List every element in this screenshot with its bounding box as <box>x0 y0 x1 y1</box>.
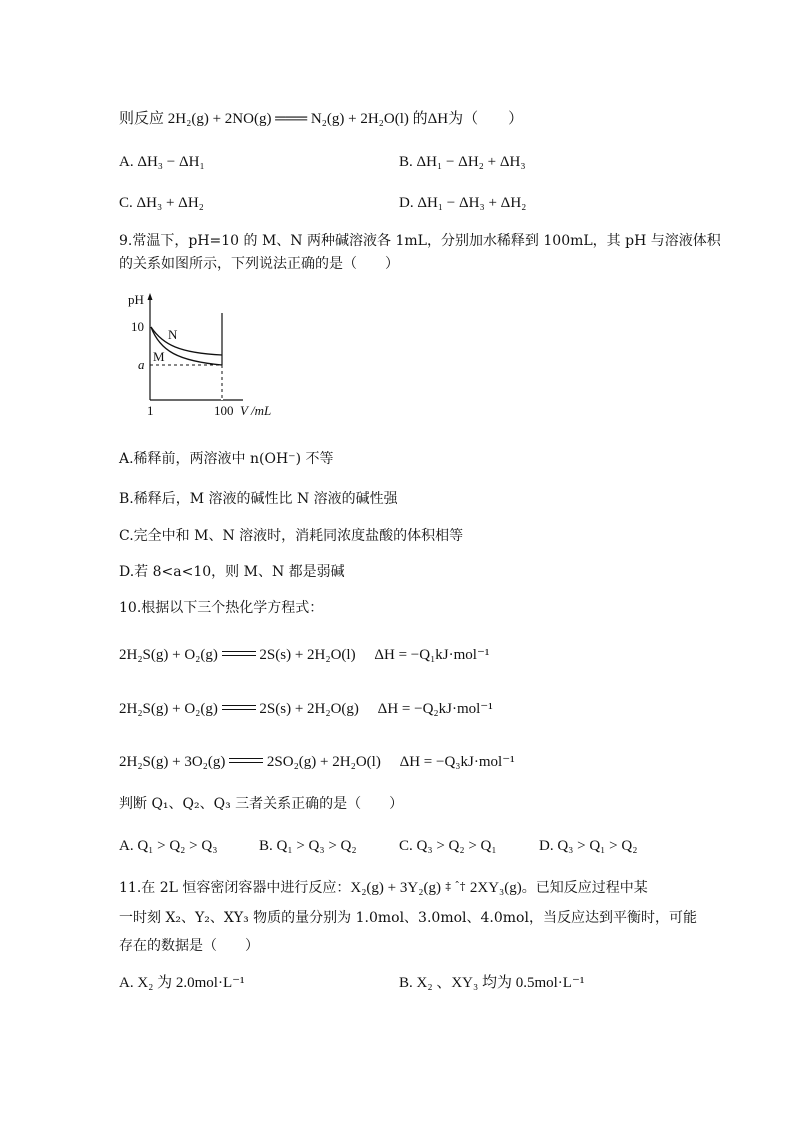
q10-equation-2 <box>119 700 493 718</box>
q11-stem-line3: 存在的数据是（ ） <box>119 938 259 954</box>
q8-stem-prefix: 则反应 <box>119 111 165 127</box>
q8-option-a[interactable]: A. ΔH₃ − ΔH₁ <box>119 154 205 170</box>
q10-eq1-rhs: 2S(s) + 2H₂O(l) <box>259 647 356 663</box>
q10-eq2-dh: ΔH = −Q₂kJ·mol⁻¹ <box>377 701 493 717</box>
q9-stem-line1: 9.常温下，pH=10 的 M、N 两种碱溶液各 1mL，分别加水稀释到 100mL，其 pH 与溶液体积 <box>119 233 721 249</box>
y-tick-10: 10 <box>131 319 144 334</box>
q11-stem-prefix: 11.在 2L 恒容密闭容器中进行反应： <box>119 880 351 896</box>
q10-option-c[interactable]: C. Q₃ > Q₂ > Q₁ <box>399 838 497 854</box>
q11-stem-line2: 一时刻 X₂、Y₂、XY₃ 物质的量分别为 1.0mol、3.0mol、4.0mol，当反应达到平衡时，可能 <box>119 910 697 926</box>
q10-eq2-lhs: 2H₂S(g) + O₂(g) <box>119 701 218 717</box>
q9-stem-line2: 的关系如图所示，下列说法正确的是（ ） <box>119 256 399 272</box>
q10-equation-1 <box>119 646 489 664</box>
q9-option-a[interactable]: A.稀释前，两溶液中 n(OH⁻) 不等 <box>119 451 334 467</box>
q9-option-c[interactable]: C.完全中和 M、N 溶液时，消耗同浓度盐酸的体积相等 <box>119 528 464 544</box>
ph-dilution-graph <box>118 289 288 419</box>
y-axis-arrowhead <box>148 293 153 300</box>
q8-stem <box>119 110 523 128</box>
q10-option-d[interactable]: D. Q₃ > Q₁ > Q₂ <box>539 838 638 854</box>
q9-option-b[interactable]: B.稀释后，M 溶液的碱性比 N 溶液的碱性强 <box>119 491 398 507</box>
q8-option-c[interactable]: C. ΔH₃ + ΔH₂ <box>119 195 204 211</box>
q10-question: 判断 Q₁、Q₂、Q₃ 三者关系正确的是（ ） <box>119 796 404 812</box>
q11-equation-lhs: X₂(g) + 3Y₂(g) <box>350 880 441 896</box>
q9-option-d[interactable]: D.若 8<a<10，则 M、N 都是弱碱 <box>119 564 345 580</box>
q8-equation: 2H₂(g) + 2NO(g) ═══ N₂(g) + 2H₂O(l) <box>167 111 409 127</box>
q10-eq1-lhs: 2H₂S(g) + O₂(g) <box>119 647 218 663</box>
x-tick-100: 100 <box>214 403 234 418</box>
q10-equation-3 <box>119 753 515 771</box>
equals-arrow-icon <box>222 705 256 710</box>
y-axis-label: pH <box>128 292 144 307</box>
q11-option-a[interactable]: A. X₂ 为 2.0mol·L⁻¹ <box>119 975 245 991</box>
q10-stem: 10.根据以下三个热化学方程式： <box>119 600 324 616</box>
q10-option-a[interactable]: A. Q₁ > Q₂ > Q₃ <box>119 838 218 854</box>
q10-eq3-rhs: 2SO₂(g) + 2H₂O(l) <box>266 754 381 770</box>
q8-option-b[interactable]: B. ΔH₁ − ΔH₂ + ΔH₃ <box>399 154 526 170</box>
y-tick-a: a <box>138 357 145 372</box>
x-axis-label: V /mL <box>240 403 272 418</box>
q11-option-b[interactable]: B. X₂ 、XY₃ 均为 0.5mol·L⁻¹ <box>399 975 585 991</box>
equals-arrow-icon <box>229 758 263 763</box>
equals-arrow-icon <box>222 651 256 656</box>
q10-eq2-rhs: 2S(s) + 2H₂O(g) <box>259 701 359 717</box>
q8-stem-suffix: 的ΔH为（ ） <box>412 111 524 127</box>
curve-n-label: N <box>168 327 178 342</box>
q10-option-b[interactable]: B. Q₁ > Q₃ > Q₂ <box>259 838 357 854</box>
x-tick-1: 1 <box>147 403 154 418</box>
q10-eq3-lhs: 2H₂S(g) + 3O₂(g) <box>119 754 226 770</box>
q10-eq1-dh: ΔH = −Q₁kJ·mol⁻¹ <box>374 647 490 663</box>
q8-option-d[interactable]: D. ΔH₁ − ΔH₃ + ΔH₂ <box>399 195 527 211</box>
q11-stem-suffix: 。已知反应过程中某 <box>521 880 648 896</box>
curve-m-label: M <box>153 349 165 364</box>
q11-equation-rhs: 2XY₃(g) <box>469 880 522 896</box>
reversible-arrow-icon: ‡ ˆ† <box>445 880 466 893</box>
q10-eq3-dh: ΔH = −Q₃kJ·mol⁻¹ <box>399 754 515 770</box>
q11-stem-line1 <box>119 879 648 898</box>
